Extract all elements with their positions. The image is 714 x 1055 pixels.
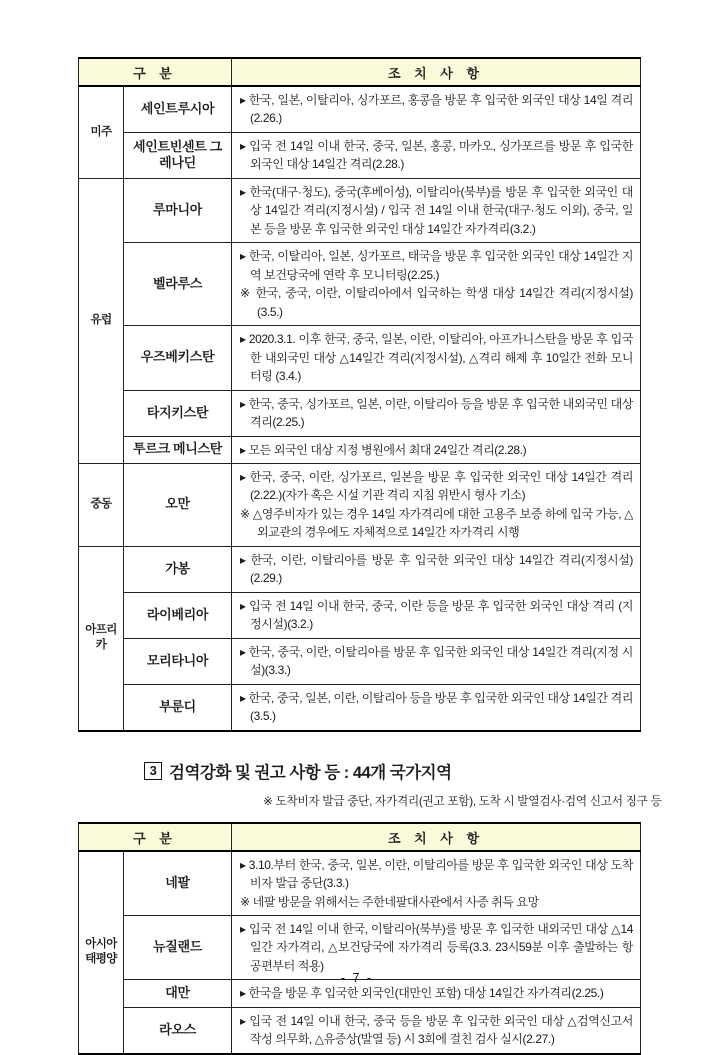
country-cell: 타지키스탄 bbox=[124, 390, 232, 436]
quarantine-measures-table-2 bbox=[78, 822, 641, 1055]
measure-note: ※ △영주비자가 있는 경우 14일 자가격리에 대한 고용주 보증 하에 입국 가능, △외교관의 경우에도 자체적으로 14일간 자가격리 시행 bbox=[240, 506, 634, 540]
measure-note: ※ 한국, 중국, 이란, 이탈리아에서 입국하는 학생 대상 14일간 격리(지정시설)(3.5.) bbox=[240, 286, 634, 319]
measure-text: ▸ 3.10.부터 한국, 중국, 일본, 이란, 이탈리아를 방문 후 입국한 외국인 대상 도착비자 발급 중단(3.3.) bbox=[240, 857, 634, 891]
measures-cell bbox=[232, 436, 641, 463]
table-row bbox=[79, 851, 641, 916]
section-note: ※ 도착비자 발급 중단, 자가격리(권고 포함), 도착 시 발열검사·검역 신고서 징구 등 bbox=[263, 793, 662, 808]
measures-cell bbox=[232, 592, 641, 638]
measure-text: ▸ 한국, 중국, 이란, 싱가포르, 일본을 방문 후 입국한 외국인 대상 14일간 격리 (2.22.)(자가 혹은 시설 기관 격리 지침 위반시 형사 기소) bbox=[240, 469, 634, 503]
measure-text: ▸ 입국 전 14일 이내 한국, 중국, 이란 등을 방문 후 입국한 외국인 대상 격리 (지정시설)(3.2.) bbox=[240, 598, 634, 632]
region-cell: 아프리카 bbox=[79, 546, 124, 730]
table-row bbox=[79, 86, 641, 132]
measure-text: ▸ 한국을 방문 후 입국한 외국인(대만인 포함) 대상 14일간 자가격리(2.25.) bbox=[240, 986, 604, 1001]
measures-cell bbox=[232, 684, 641, 730]
measure-text: ▸ 한국, 이란, 이탈리아를 방문 후 입국한 외국인 대상 14일간 격리(지정시설)(2.29.) bbox=[240, 552, 634, 586]
measure-text: ▸ 모든 외국인 대상 지정 병원에서 최대 24일간 격리(2.28.) bbox=[240, 442, 527, 457]
measure-text: ▸ 한국, 중국, 이란, 이탈리아를 방문 후 입국한 외국인 대상 14일간 격리(지정 시설)(3.3.) bbox=[240, 644, 634, 678]
measure-text: ▸ 2020.3.1. 이후 한국, 중국, 일본, 이란, 이탈리아, 아프가니스탄을 방문 후 입국한 내외국민 대상 △14일간 격리(지정시설), △격리 해제 후 10일간 전화 모니터링 (3.4.) bbox=[240, 332, 634, 384]
measures-cell bbox=[232, 638, 641, 684]
region-cell: 아시아 태평양 bbox=[79, 851, 124, 1054]
country-cell: 뉴질랜드 bbox=[124, 916, 232, 980]
measures-cell bbox=[232, 132, 641, 178]
table-row bbox=[79, 1007, 641, 1053]
table-row bbox=[79, 638, 641, 684]
region-cell: 중동 bbox=[79, 463, 124, 546]
measure-text: ▸ 한국, 중국, 일본, 이란, 이탈리아 등을 방문 후 입국한 외국인 대상 14일간 격리(3.5.) bbox=[240, 690, 634, 724]
column-header-measures: 조 치 사 항 bbox=[232, 58, 641, 86]
country-cell: 모리타니아 bbox=[124, 638, 232, 684]
quarantine-measures-table-1 bbox=[78, 57, 641, 732]
country-cell: 오만 bbox=[124, 463, 232, 546]
table-row bbox=[79, 546, 641, 592]
measures-cell bbox=[232, 390, 641, 436]
table-row bbox=[79, 436, 641, 463]
measure-text: ▸ 입국 전 14일 이내 한국, 이탈리아(북부)를 방문 후 입국한 내외국민 대상 △14일간 자가격리, △보건당국에 자가격리 등록(3.3. 23시59분 이후 출발하는 항공편부터 적용) bbox=[240, 922, 634, 973]
measures-cell bbox=[232, 546, 641, 592]
table-row bbox=[79, 132, 641, 178]
country-cell: 네팔 bbox=[124, 851, 232, 916]
measures-cell bbox=[232, 326, 641, 390]
table-header-row bbox=[79, 823, 641, 851]
measures-cell bbox=[232, 86, 641, 132]
country-cell: 대만 bbox=[124, 980, 232, 1007]
measure-text: ▸ 한국(대구·청도), 중국(후베이성), 이탈리아(북부)를 방문 후 입국한 외국인 대상 14일간 격리(지정시설) / 입국 전 14일 이내 한국(대구·청도 이외), 중국, 일본 등을 방문 후 입국한 외국인 대상 14일간 자가격리(3.2.) bbox=[240, 184, 634, 236]
country-cell: 벨라루스 bbox=[124, 243, 232, 326]
country-cell: 라이베리아 bbox=[124, 592, 232, 638]
region-cell: 미주 bbox=[79, 86, 124, 178]
country-cell: 우즈베키스탄 bbox=[124, 326, 232, 390]
measure-note: ※ 네팔 방문을 위해서는 주한네팔대사관에서 사증 취득 요망 bbox=[240, 894, 539, 909]
table-row bbox=[79, 178, 641, 242]
country-cell: 부룬디 bbox=[124, 684, 232, 730]
measure-text: ▸ 한국, 중국, 싱가포르, 일본, 이란, 이탈리아 등을 방문 후 입국한 내외국민 대상 격리(2.25.) bbox=[240, 396, 634, 430]
measures-cell bbox=[232, 243, 641, 326]
measure-text: ▸ 입국 전 14일 이내 한국, 중국 등을 방문 후 입국한 외국인 대상 △검역신고서 작성 의무화, △유증상(발열 등) 시 3회에 걸친 검사 실시(2.27.) bbox=[240, 1013, 634, 1047]
section-title: 검역강화 및 권고 사항 등 : 44개 국가지역 bbox=[169, 763, 452, 782]
country-cell: 세인트루시아 bbox=[124, 86, 232, 132]
measures-cell bbox=[232, 178, 641, 242]
country-cell: 라오스 bbox=[124, 1007, 232, 1053]
table-row bbox=[79, 243, 641, 326]
measures-cell bbox=[232, 851, 641, 916]
measures-cell bbox=[232, 1007, 641, 1053]
column-header-measures: 조 치 사 항 bbox=[232, 823, 641, 851]
measures-cell bbox=[232, 463, 641, 546]
measure-text: ▸ 한국, 일본, 이탈리아, 싱가포르, 홍콩을 방문 후 입국한 외국인 대상 14일 격리 (2.26.) bbox=[240, 93, 634, 126]
section-number-box: 3 bbox=[144, 762, 162, 780]
measure-text: ▸ 한국, 이탈리아, 일본, 싱가포르, 태국을 방문 후 입국한 외국인 대상 14일간 지역 보건당국에 연락 후 모니터링(2.25.) bbox=[240, 249, 634, 282]
country-cell: 가봉 bbox=[124, 546, 232, 592]
page-number: - 7 - bbox=[340, 971, 374, 985]
table-row bbox=[79, 326, 641, 390]
table-row bbox=[79, 390, 641, 436]
column-header-category: 구 분 bbox=[79, 58, 232, 86]
country-cell: 루마니아 bbox=[124, 178, 232, 242]
section-heading bbox=[144, 759, 714, 783]
country-cell: 투르크 메니스탄 bbox=[124, 436, 232, 463]
table-row bbox=[79, 684, 641, 730]
table-row bbox=[79, 463, 641, 546]
column-header-category: 구 분 bbox=[79, 823, 232, 851]
country-cell: 세인트빈센트 그레나딘 bbox=[124, 132, 232, 178]
table-row bbox=[79, 592, 641, 638]
table-header-row bbox=[79, 58, 641, 86]
region-cell: 유럽 bbox=[79, 178, 124, 463]
measure-text: ▸ 입국 전 14일 이내 한국, 중국, 일본, 홍콩, 마카오, 싱가포르를 방문 후 입국한 외국인 대상 14일간 격리(2.28.) bbox=[240, 138, 634, 172]
